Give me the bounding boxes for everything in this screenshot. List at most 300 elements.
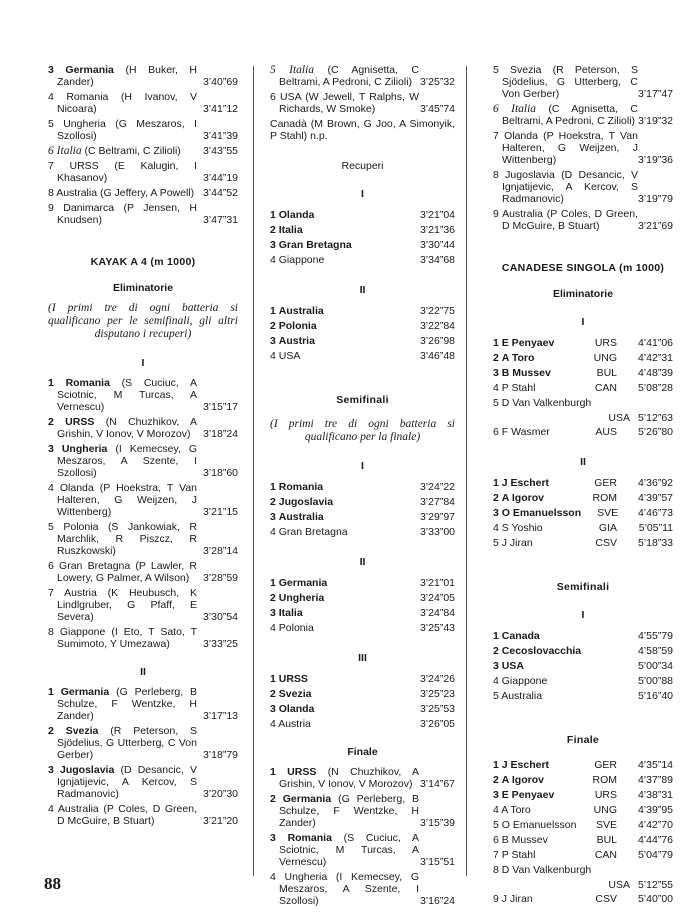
team-members: (P Lawler, R Lowery, G Palmer, A Wilson) [57,560,197,584]
rank: 3 [493,507,499,519]
section-heading: Recuperi [341,160,384,172]
rank: 2 [493,645,499,657]
result-time: 5’00”34 [637,660,673,672]
rank: 3 [270,607,276,619]
result-time: 5’04”79 [637,849,673,861]
result-time: 5’08”28 [637,382,673,394]
team-name: Giappone [59,626,106,638]
team-members: (C Beltrami, C Zilioli) [84,145,181,157]
result-name [270,687,407,702]
athlete-name: Olanda [278,703,315,715]
result-name [270,238,407,253]
rank: 5 [493,819,499,831]
athlete-name: Svezia [278,688,312,700]
result-name [270,621,407,636]
result-name [493,659,625,674]
rank: 1 [270,673,276,685]
result-time: 3’21”01 [419,577,455,589]
result-name [493,758,579,773]
result-time: 3’18”60 [202,467,238,479]
team-name: Italia [511,103,537,115]
athlete-name: Cecoslovacchia [501,645,582,657]
athlete-name: S Yoshio [501,522,543,534]
athlete-name: O Emanuelsson [501,507,582,519]
country-code: SVE [595,819,617,831]
heat-number: I [141,357,145,369]
rank: 3 [270,511,276,523]
team-members: (H Buker, H Zander) [57,64,198,88]
result-name [493,425,579,440]
rank: 3 [270,832,276,844]
team-name: URSS [287,766,317,778]
athlete-name: Gran Bretagna [278,239,352,251]
result-entry [48,626,238,650]
athlete-name: Giappone [501,675,548,687]
rank: 4 [270,871,276,883]
country-code: UNG [593,804,617,816]
result-name [493,476,579,491]
section-title: Semifinali [556,581,610,593]
result-row [270,349,455,364]
result-time: 3’17”47 [637,88,673,100]
result-name [493,351,579,366]
rank: 5 [493,64,499,76]
team-members: (R Peterson, S Sjödelius, G Utterberg, C Von Gerber) [57,725,197,761]
heat-number: II [580,456,586,468]
rank: 5 [48,118,54,130]
result-row [270,702,455,717]
result-row [270,480,455,495]
heat-number: I [581,609,585,621]
rank: 2 [48,416,54,428]
athlete-name: B Mussev [501,367,551,379]
result-time: 3’25”32 [419,76,455,88]
result-text [48,725,197,761]
result-entry [48,725,238,761]
country-code: URS [594,789,617,801]
athlete-name: Canada [501,630,540,642]
section-heading: Eliminatorie [112,282,174,294]
athlete-name: URSS [278,673,308,685]
country-code: BUL [596,367,617,379]
result-name [270,672,407,687]
result-time: 5’05”11 [638,522,673,534]
rank: 8 [493,864,499,876]
result-text [48,764,197,800]
page-number: 88 [44,874,61,893]
result-time: 3’46”48 [419,350,455,362]
result-row [493,366,673,381]
result-time: 3’27”84 [419,496,455,508]
team-members: (G Meszaros, I Szollosi) [57,118,197,142]
section-note: (I primi tre di ogni batteria si qualificano per le semifinali, gli altri disputano i recuperi) [48,302,238,340]
result-time: 4’55”79 [637,630,673,642]
result-text [48,118,197,142]
result-name [270,334,407,349]
result-name [270,349,407,364]
athlete-name: Australia [501,690,543,702]
result-entry [270,766,455,790]
result-text [48,187,197,199]
result-time: 3’41”39 [202,130,238,142]
rank: 2 [493,352,499,364]
result-entry [48,118,238,142]
country-code: GER [594,759,617,771]
team-name: Italia [289,64,315,76]
result-text [48,803,197,827]
heat-number: II [359,284,366,296]
athlete-name: A Igorov [501,774,544,786]
result-text [48,443,197,479]
country-code: CAN [594,849,617,861]
result-name [270,495,407,510]
result-name [493,788,579,803]
rank: 7 [48,160,54,172]
athlete-name: A Igorov [501,492,544,504]
team-name: Germania [65,64,114,76]
team-members: (P Coles, D Green, D McGuire, B Stuart) [502,208,638,232]
athlete-name: E Penyaev [501,337,555,349]
result-text [48,626,197,650]
result-entry [493,130,673,166]
rank: 5 [493,690,499,702]
result-row [493,381,673,396]
team-members: (D Desancic, V Ignjatijevic, A Kercov, S Radmanovic) [57,764,197,800]
team-members: (W Jewell, T Ralphs, W Richards, W Smoke) [279,91,420,115]
result-row [270,334,455,349]
result-entry [493,169,673,205]
team-name: Olanda [59,482,94,494]
result-time: 5’00”88 [637,675,673,687]
rank: 8 [48,187,54,199]
result-row [270,672,455,687]
result-entry [270,832,455,868]
result-row [270,591,455,606]
result-time: 3’24”84 [419,607,455,619]
result-text [48,416,197,440]
team-members: (K Heubusch, K Lindlgruber, G Pfaff, E Severa) [57,587,198,623]
result-entry [493,103,673,127]
rank: 6 [270,91,276,103]
column-divider [253,66,254,876]
rank: 3 [48,443,54,455]
result-row [270,238,455,253]
athlete-name: J Jiran [501,893,533,905]
section-heading: Eliminatorie [552,288,614,300]
rank: 1 [493,759,499,771]
result-time: 4’36”92 [637,477,673,489]
result-time: 4’44”76 [637,834,673,846]
result-row [493,536,673,551]
rank: 4 [270,718,276,730]
result-time: 3’44”52 [202,187,238,199]
rank: 1 [270,481,276,493]
result-row [270,606,455,621]
rank: 4 [493,522,499,534]
result-time: 3’26”98 [419,335,455,347]
rank: 4 [270,254,276,266]
result-entry [270,64,455,88]
result-time: 5’18”33 [637,537,673,549]
result-time: 5’26”80 [637,426,673,438]
rank: 9 [48,202,54,214]
result-entry [48,187,238,199]
result-time: 3’24”22 [419,481,455,493]
result-name [270,253,407,268]
team-members: (P Hoekstra, T Van Halteren, G Weijzen, J Wittenberg) [57,482,198,518]
result-name [493,491,579,506]
result-name [493,629,625,644]
rank: 3 [48,64,54,76]
result-row [493,689,673,704]
result-text [48,521,197,557]
athlete-name: P Stahl [501,849,536,861]
rank: 3 [270,335,276,347]
result-row [270,495,455,510]
team-name: Jugoslavia [505,169,555,181]
section-title: KAYAK A 4 (m 1000) [90,256,196,268]
result-time: 3’25”23 [419,688,455,700]
result-row [493,425,673,440]
result-row [493,476,673,491]
result-name [270,510,407,525]
result-time: 5’40”00 [637,893,673,905]
athlete-name: Australia [278,305,324,317]
result-row [270,510,455,525]
result-text [48,560,197,584]
rank: 4 [48,482,54,494]
result-row [493,788,673,803]
rank: 3 [270,239,276,251]
result-entry [48,587,238,623]
result-row [493,773,673,788]
result-name [493,336,579,351]
athlete-name: E Penyaev [501,789,555,801]
result-time: 3’21”36 [419,224,455,236]
result-row [493,336,673,351]
team-name: Gran Bretagna [59,560,131,572]
result-time: 3’19”32 [637,115,673,127]
result-name [493,818,579,833]
athlete-name: USA [501,660,524,672]
country-code: USA [608,879,630,891]
result-row [270,253,455,268]
result-time: 4’39”95 [637,804,673,816]
result-row [493,491,673,506]
athlete-name: Gran Bretagna [278,526,348,538]
athlete-name: A Toro [501,352,535,364]
result-name [270,525,407,540]
country-code: CAN [594,382,617,394]
result-row [493,644,673,659]
athlete-name: Australia [278,511,324,523]
section-note: (I primi tre di ogni batteria si qualificano per la finale) [270,418,455,443]
rank: 7 [48,587,54,599]
result-entry [48,521,238,557]
result-time: 3’15”51 [419,856,455,868]
column-middle [270,64,455,910]
result-name [270,606,407,621]
team-name: Italia [56,145,82,157]
team-members: (E Kalugin, I Khasanov) [57,160,198,184]
result-time: 4’38”31 [637,789,673,801]
rank: 5 [493,397,499,409]
result-text [493,64,638,100]
result-name [493,381,579,396]
team-name: Polonia [63,521,99,533]
result-time: 3’24”26 [419,673,455,685]
result-time: 3’14”67 [419,778,455,790]
result-row [493,758,673,773]
result-row [493,351,673,366]
result-row [270,304,455,319]
team-name: URSS [69,160,99,172]
result-entry-not-placed [270,118,455,142]
result-time: 4’42”31 [637,352,673,364]
country-code: ROM [592,492,617,504]
result-time: 3’43”55 [202,145,238,157]
team-name: Ungheria [61,443,108,455]
result-name [270,304,407,319]
rank: 6 [493,103,499,115]
result-entry [48,686,238,722]
rank: 1 [270,209,276,221]
result-time: 3’45”74 [419,103,455,115]
result-row [270,319,455,334]
result-time: 5’16”40 [637,690,673,702]
rank: 9 [493,893,499,905]
result-text [48,160,197,184]
result-time: 3’25”53 [419,703,455,715]
team-members: (S Jankowiak, R Marchlik, R Piszcz, R Ruszkowski) [57,521,198,557]
rank: 4 [270,350,276,362]
athlete-name: A Toro [501,804,531,816]
athlete-name: Austria [278,335,315,347]
result-entry [270,91,455,115]
result-time: 4’48”39 [637,367,673,379]
rank: 6 [48,145,54,157]
result-time: 3’15”17 [202,401,238,413]
team-name: Ungheria [284,871,328,883]
rank: 4 [48,803,54,815]
team-name: Romania [66,91,109,103]
result-time: 3’17”13 [202,710,238,722]
result-time: 4’46”73 [637,507,673,519]
athlete-name: O Emanuelsson [501,819,577,831]
rank: 4 [493,675,499,687]
country-code: BUL [596,834,617,846]
rank: 2 [270,793,276,805]
result-row [493,674,673,689]
team-members: (C Agnisetta, C Beltrami, A Pedroni, C Zilioli) [502,103,638,127]
rank: 4 [493,382,499,394]
result-row [270,576,455,591]
athlete-name: Ungheria [278,592,325,604]
team-name: Danimarca [63,202,115,214]
rank: 3 [493,789,499,801]
result-row [493,506,673,521]
result-entry [48,803,238,827]
team-members: (S Cuciuc, A Sciotnic, M Turcas, A Vernescu) [279,832,419,868]
heat-number: I [361,460,364,472]
rank: 8 [493,169,499,181]
result-entry [48,377,238,413]
rank: 3 [48,764,54,776]
team-name: Australia [56,187,98,199]
team-members: (P Coles, D Green, D McGuire, B Stuart) [57,803,197,827]
team-name: Australia [502,208,543,220]
result-time: 4’41”06 [637,337,673,349]
result-entry [48,482,238,518]
result-text [48,377,197,413]
result-time: 3’16”24 [419,895,455,907]
rank: 4 [270,622,276,634]
team-members: (R Peterson, S Sjödelius, G Utterberg, C Von Gerber) [502,64,638,100]
result-time: 3’30”44 [419,239,455,251]
result-name [270,717,407,732]
athlete-name: J Eschert [501,477,550,489]
rank: 1 [270,766,276,778]
heat-number: I [361,188,364,200]
result-time: 5’12”55 [637,879,673,891]
team-members: (I Kemecsey, G Meszaros, A Szente, I Szollosi) [57,443,198,479]
rank: 3 [493,367,499,379]
country-code: USA [608,412,630,424]
result-time: 3’19”79 [637,193,673,205]
rank: 1 [493,630,499,642]
country-code: CSV [595,893,617,905]
team-name: Romania [65,377,110,389]
result-time: 3’24”05 [419,592,455,604]
rank: 7 [493,130,499,142]
result-time: 3’33”00 [419,526,455,538]
result-text [493,169,638,205]
rank: 1 [270,577,276,589]
athlete-name: Romania [278,481,324,493]
result-entry [270,793,455,829]
athlete-name: Polonia [278,622,314,634]
result-time: 4’39”57 [637,492,673,504]
result-time: 3’18”24 [202,428,238,440]
athlete-name: D Van Valkenburgh [501,864,592,876]
result-name [270,319,407,334]
result-text [48,91,197,115]
country-code: ROM [592,774,617,786]
result-text [493,208,638,232]
athlete-name: USA [278,350,301,362]
result-text [48,64,197,88]
rank: 5 [48,521,54,533]
result-row [493,659,673,674]
rank: 2 [270,688,276,700]
athlete-name: Polonia [278,320,317,332]
result-text [493,103,638,127]
rank: 9 [493,208,499,220]
result-time: 3’28”59 [202,572,238,584]
result-name [270,223,407,238]
team-name: USA [280,91,302,103]
country-code: UNG [593,352,617,364]
rank: 5 [270,64,276,76]
column-left [48,64,238,830]
result-name [493,644,625,659]
country-code: GER [594,477,617,489]
team-members: (H Ivanov, V Nicoara) [57,91,198,115]
country-code: URS [594,337,617,349]
result-time: 3’21”69 [637,220,673,232]
result-entry [48,145,238,157]
result-row [270,223,455,238]
